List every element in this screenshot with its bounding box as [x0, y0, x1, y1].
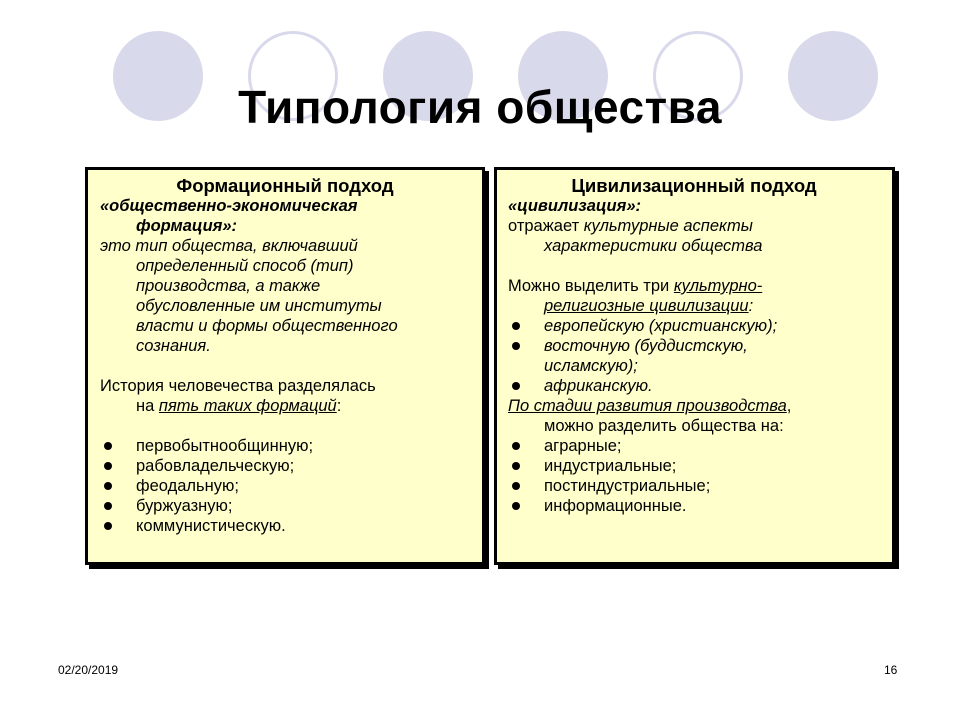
list-item: коммунистическую. [100, 516, 470, 536]
civilization-list [508, 316, 880, 396]
stage-link: По стадии развития производства [508, 397, 787, 415]
bullet-icon [104, 482, 112, 490]
stage-list [508, 436, 880, 516]
footer-date: 02/20/2019 [58, 663, 119, 677]
bullet-icon [104, 522, 112, 530]
civilization-approach-panel [494, 167, 895, 565]
bullet-icon [512, 502, 520, 510]
stage-line1: По стадии развития производства, [508, 397, 792, 415]
bullet-icon [512, 482, 520, 490]
cultural-link-part1: культурно- [673, 277, 763, 295]
list-item: буржуазную; [100, 496, 470, 516]
formation-def-line: власти и формы общественного [136, 317, 398, 335]
formation-term-line1: «общественно-экономическая [100, 197, 358, 215]
slide-title: Типология общества [238, 81, 722, 133]
five-formations-link: пять таких формаций [158, 397, 337, 415]
bullet-icon [512, 442, 520, 450]
cultural-link-part2: религиозные цивилизации [544, 297, 749, 315]
list-item: аграрные; [508, 436, 880, 456]
formation-def-line: производства, а также [136, 277, 321, 295]
list-item: информационные. [508, 496, 880, 516]
formation-header: Формационный подход [176, 175, 394, 196]
list-item: постиндустриальные; [508, 476, 880, 496]
list-item: первобытнообщинную; [100, 436, 470, 456]
formation-term-line2: формация»: [136, 217, 238, 235]
history-line1: История человечества разделялась [100, 377, 376, 395]
civilization-def-line2: характеристики общества [544, 237, 763, 255]
slide-number: 16 [884, 663, 898, 677]
civilization-term: «цивилизация»: [508, 197, 642, 215]
list-item: феодальную; [100, 476, 470, 496]
bullet-icon [104, 462, 112, 470]
list-item: восточную (буддистскую, исламскую); [508, 336, 880, 376]
bullet-icon [512, 382, 520, 390]
list-item: африканскую. [508, 376, 880, 396]
civilization-def-line1: отражает культурные аспекты [508, 217, 753, 235]
bullet-icon [512, 342, 520, 350]
civilization-header: Цивилизационный подход [571, 175, 817, 196]
bullet-icon [104, 502, 112, 510]
list-item: рабовладельческую; [100, 456, 470, 476]
formation-approach-panel [85, 167, 485, 565]
list-item: индустриальные; [508, 456, 880, 476]
three-civilizations-line2: религиозные цивилизации: [544, 297, 754, 315]
list-item: европейскую (христианскую); [508, 316, 880, 336]
formation-def-line: сознания. [136, 337, 211, 355]
formation-list [100, 436, 470, 536]
formation-def-line: определенный способ (тип) [136, 257, 354, 275]
bullet-icon [104, 442, 112, 450]
bullet-icon [512, 322, 520, 330]
stage-line2: можно разделить общества на: [544, 417, 784, 435]
three-civilizations-line1: Можно выделить три культурно- [508, 277, 763, 295]
formation-def-line: обусловленные им институты [136, 297, 382, 315]
history-line2: на пять таких формаций: [136, 397, 342, 415]
bullet-icon [512, 462, 520, 470]
formation-def-line: это тип общества, включавший [100, 237, 358, 255]
